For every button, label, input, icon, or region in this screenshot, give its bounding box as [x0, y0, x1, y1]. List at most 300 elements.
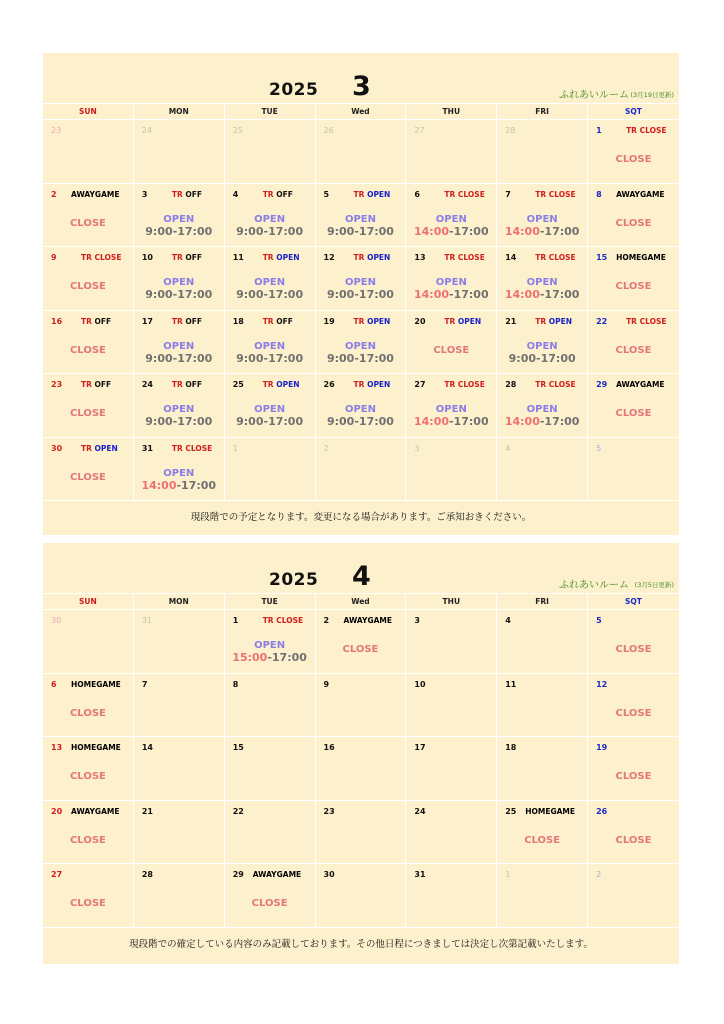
end-time: 17:00	[271, 651, 307, 664]
day-cell	[588, 246, 679, 310]
day-number: 20	[51, 806, 63, 816]
training-label: TR	[626, 126, 637, 135]
opening-hours: 9:00-17:00	[145, 288, 213, 301]
day-number: 27	[414, 380, 426, 389]
weekday-tue: TUE	[225, 593, 316, 609]
end-time: 17:00	[268, 288, 304, 301]
day-number: 11	[232, 253, 244, 262]
close-status: CLOSE	[615, 281, 652, 292]
day-cell	[316, 863, 407, 927]
training-status	[263, 253, 300, 262]
day-number: 1	[505, 870, 511, 879]
away-game-label: AWAYGAME	[71, 189, 120, 199]
training-label: TR	[262, 316, 274, 326]
week-row	[43, 863, 679, 927]
open-status	[134, 214, 224, 238]
day-number: 26	[323, 126, 334, 135]
opening-hours: 9:00-17:00	[326, 415, 394, 428]
training-label: TR	[171, 380, 183, 389]
day-cell	[43, 437, 134, 501]
home-game-label: HOMEGAME	[71, 679, 121, 689]
training-status	[354, 253, 391, 262]
training-close: CLOSE	[276, 616, 304, 625]
close-status: CLOSE	[69, 898, 106, 909]
calendar-header	[43, 53, 679, 103]
calendar-header	[43, 543, 679, 593]
day-number: 24	[414, 806, 426, 816]
day-number: 23	[323, 806, 335, 816]
open-label: OPEN	[435, 277, 467, 288]
day-cell	[134, 863, 225, 927]
day-number: 23	[51, 380, 63, 389]
day-cell	[43, 310, 134, 374]
open-status	[497, 404, 587, 428]
room-name: ふれあいルーム	[559, 580, 629, 591]
day-number: 21	[141, 806, 153, 816]
month-label: 3	[352, 71, 371, 102]
training-open: OPEN	[276, 380, 300, 389]
training-label: TR	[444, 189, 456, 199]
day-cell	[406, 673, 497, 737]
day-number: 1	[232, 616, 239, 625]
open-status	[134, 468, 224, 492]
away-game-label: AWAYGAME	[71, 806, 120, 816]
day-number: 4	[232, 189, 239, 199]
end-time: 17:00	[177, 351, 213, 365]
end-time: 17:00	[544, 288, 580, 301]
training-label: TR	[535, 189, 547, 199]
start-time: 9:00	[145, 224, 173, 238]
training-label: TR	[81, 443, 92, 453]
day-number: 28	[141, 870, 153, 879]
day-cell	[406, 609, 497, 673]
training-label: TR	[262, 616, 274, 625]
day-number: 2	[323, 443, 329, 453]
end-time: 17:00	[358, 288, 394, 301]
day-number: 26	[596, 806, 608, 816]
training-close: CLOSE	[548, 189, 576, 199]
day-cell	[316, 437, 407, 501]
weekday-fri: FRI	[497, 103, 588, 119]
open-label: OPEN	[435, 404, 467, 415]
day-number: 5	[323, 189, 330, 199]
close-status: CLOSE	[433, 344, 470, 356]
weekday-wed: Wed	[316, 593, 407, 609]
day-number: 2	[596, 870, 602, 879]
day-number: 24	[141, 380, 153, 389]
day-cell	[497, 310, 588, 374]
day-cell	[588, 609, 679, 673]
start-time: 9:00	[326, 351, 355, 365]
day-cell	[134, 736, 225, 800]
day-cell	[134, 673, 225, 737]
day-number: 22	[232, 806, 244, 816]
end-time: 17:00	[358, 224, 394, 238]
start-time: 9:00	[236, 351, 264, 365]
day-cell	[43, 800, 134, 864]
opening-hours: 9:00-17:00	[145, 224, 213, 238]
day-cell	[406, 310, 497, 374]
open-status	[134, 277, 224, 301]
open-label: OPEN	[344, 340, 376, 352]
day-number: 21	[505, 316, 517, 326]
weekday-thu: THU	[406, 103, 497, 119]
close-status: CLOSE	[69, 408, 106, 419]
end-time: 17:00	[453, 288, 489, 301]
day-cell	[497, 736, 588, 800]
training-status	[444, 253, 484, 262]
day-number: 25	[232, 126, 243, 135]
day-cell	[316, 609, 407, 673]
training-off: OFF	[276, 189, 293, 199]
day-number: 29	[232, 870, 244, 879]
day-cell	[225, 609, 316, 673]
training-close: CLOSE	[548, 380, 576, 389]
training-label: TR	[535, 380, 547, 389]
week-row	[43, 736, 679, 800]
training-label: TR	[262, 380, 274, 389]
day-number: 31	[141, 616, 153, 625]
end-time: 17:00	[268, 415, 304, 428]
week-row	[43, 119, 679, 183]
day-number: 6	[51, 679, 57, 689]
open-status	[225, 341, 315, 365]
training-open: OPEN	[276, 253, 300, 262]
opening-hours: 9:00-17:00	[326, 224, 394, 238]
open-label: OPEN	[163, 277, 195, 288]
training-label: TR	[171, 253, 183, 262]
open-label: OPEN	[163, 213, 195, 225]
training-close: CLOSE	[457, 189, 485, 199]
home-game-label: HOMEGAME	[616, 253, 666, 262]
opening-hours: 14:00-17:00	[141, 478, 217, 492]
training-status	[354, 317, 391, 326]
day-number: 16	[51, 316, 63, 326]
training-status	[535, 190, 575, 199]
end-time: 17:00	[181, 478, 217, 492]
open-status	[316, 277, 406, 301]
training-label: TR	[262, 253, 274, 262]
opening-hours: 9:00-17:00	[236, 415, 304, 428]
close-status: CLOSE	[615, 217, 652, 229]
start-time: 14:00	[413, 288, 449, 301]
training-label: TR	[444, 380, 456, 389]
day-cell	[406, 863, 497, 927]
day-cell	[316, 310, 407, 374]
day-number: 1	[596, 126, 602, 135]
week-row	[43, 673, 679, 737]
day-cell	[497, 609, 588, 673]
weekday-sun: SUN	[43, 103, 134, 119]
week-row	[43, 246, 679, 310]
start-time: 14:00	[413, 415, 449, 428]
opening-hours: 9:00-17:00	[145, 351, 213, 365]
training-label: TR	[171, 443, 183, 453]
training-status	[626, 126, 666, 135]
day-cell	[497, 673, 588, 737]
day-cell	[225, 736, 316, 800]
training-off: OFF	[94, 380, 112, 389]
month-label: 4	[352, 561, 371, 592]
training-label: TR	[535, 253, 547, 262]
day-number: 30	[51, 443, 63, 453]
close-status: CLOSE	[615, 771, 652, 782]
home-game-label: HOMEGAME	[71, 743, 121, 752]
opening-hours: 14:00-17:00	[413, 415, 489, 428]
open-label: OPEN	[163, 467, 195, 479]
day-number: 3	[141, 189, 148, 199]
open-status	[225, 404, 315, 428]
open-status	[316, 341, 406, 365]
training-status	[535, 317, 572, 326]
training-off: OFF	[185, 253, 202, 262]
day-number: 6	[414, 189, 420, 199]
end-time: 17:00	[358, 415, 394, 428]
day-cell	[497, 119, 588, 183]
training-close: CLOSE	[185, 443, 213, 453]
open-status	[406, 214, 496, 238]
day-number: 30	[323, 870, 335, 879]
training-off: OFF	[185, 189, 202, 199]
day-cell	[43, 246, 134, 310]
day-cell	[43, 119, 134, 183]
day-number: 26	[323, 380, 335, 389]
training-label: TR	[262, 189, 274, 199]
day-cell	[497, 800, 588, 864]
close-status: CLOSE	[69, 217, 106, 229]
close-status: CLOSE	[251, 898, 288, 909]
day-number: 15	[596, 253, 608, 262]
opening-hours: 14:00-17:00	[504, 224, 580, 238]
start-time: 14:00	[413, 224, 449, 238]
day-number: 18	[505, 743, 517, 752]
training-close: CLOSE	[457, 380, 485, 389]
day-number: 9	[51, 253, 57, 262]
day-cell	[406, 183, 497, 247]
day-number: 10	[414, 679, 426, 689]
day-cell	[588, 119, 679, 183]
training-off: OFF	[94, 316, 112, 326]
open-label: OPEN	[254, 640, 286, 651]
day-cell	[316, 246, 407, 310]
training-label: TR	[81, 253, 92, 262]
away-game-label: AWAYGAME	[343, 616, 392, 625]
open-status	[134, 341, 224, 365]
end-time: 17:00	[453, 415, 489, 428]
training-close: CLOSE	[457, 253, 485, 262]
training-status	[81, 380, 111, 389]
open-label: OPEN	[526, 404, 558, 415]
day-number: 15	[232, 743, 244, 752]
open-status	[497, 214, 587, 238]
close-status: CLOSE	[524, 834, 561, 846]
year-label: 2025	[269, 80, 319, 100]
start-time: 9:00	[145, 351, 173, 365]
training-label: TR	[171, 316, 183, 326]
day-number: 16	[323, 743, 335, 752]
start-time: 14:00	[504, 224, 540, 238]
weekday-sun: SUN	[43, 593, 134, 609]
training-status	[172, 444, 212, 453]
day-cell	[225, 183, 316, 247]
training-label: TR	[81, 380, 92, 389]
training-status	[81, 444, 118, 453]
weekday-mon: MON	[134, 103, 225, 119]
day-cell	[134, 246, 225, 310]
opening-hours: 14:00-17:00	[413, 288, 489, 301]
close-status: CLOSE	[342, 644, 379, 655]
day-number: 2	[51, 189, 57, 199]
weekday-fri: FRI	[497, 593, 588, 609]
day-cell	[406, 437, 497, 501]
day-number: 20	[414, 316, 426, 326]
day-cell	[588, 310, 679, 374]
end-time: 17:00	[540, 351, 576, 365]
start-time: 9:00	[236, 415, 264, 428]
opening-hours: 9:00-17:00	[145, 415, 213, 428]
day-number: 4	[505, 443, 511, 453]
open-label: OPEN	[254, 277, 286, 288]
day-number: 9	[323, 679, 330, 689]
training-status	[263, 616, 303, 625]
day-cell	[134, 119, 225, 183]
close-status: CLOSE	[69, 344, 106, 356]
close-status: CLOSE	[615, 644, 652, 655]
day-cell	[134, 609, 225, 673]
day-cell	[225, 246, 316, 310]
day-number: 8	[232, 679, 239, 689]
day-cell	[225, 119, 316, 183]
day-cell	[316, 373, 407, 437]
start-time: 14:00	[504, 288, 540, 301]
open-label: OPEN	[254, 340, 286, 352]
day-number: 24	[141, 126, 153, 135]
day-number: 7	[505, 189, 511, 199]
day-number: 13	[51, 743, 63, 752]
day-number: 2	[323, 616, 330, 625]
day-cell	[134, 437, 225, 501]
day-number: 10	[141, 253, 153, 262]
opening-hours: 15:00-17:00	[232, 651, 307, 664]
training-open: OPEN	[367, 253, 391, 262]
day-number: 31	[141, 443, 153, 453]
home-game-label: HOMEGAME	[525, 806, 576, 816]
opening-hours: 9:00-17:00	[236, 224, 304, 238]
open-label: OPEN	[163, 404, 195, 415]
training-open: OPEN	[548, 316, 573, 326]
day-number: 27	[414, 126, 425, 135]
weekday-mon: MON	[134, 593, 225, 609]
close-status: CLOSE	[615, 834, 652, 846]
day-number: 12	[596, 679, 608, 689]
training-label: TR	[353, 189, 365, 199]
training-status	[626, 317, 666, 326]
close-status: CLOSE	[615, 408, 652, 419]
training-status	[263, 190, 293, 199]
day-number: 17	[414, 743, 426, 752]
day-number: 27	[51, 870, 63, 879]
training-status	[354, 190, 391, 199]
training-label: TR	[535, 316, 547, 326]
day-cell	[497, 183, 588, 247]
calendar-march	[43, 53, 679, 535]
day-number: 5	[596, 443, 602, 453]
open-status	[406, 404, 496, 428]
day-cell	[225, 437, 316, 501]
training-open: OPEN	[457, 316, 482, 326]
end-time: 17:00	[453, 224, 489, 238]
week-row	[43, 373, 679, 437]
day-cell	[316, 673, 407, 737]
day-number: 25	[505, 806, 517, 816]
day-cell	[588, 437, 679, 501]
start-time: 14:00	[141, 478, 177, 492]
calendar-grid	[43, 119, 679, 500]
day-number: 4	[505, 616, 511, 625]
day-cell	[43, 609, 134, 673]
open-status	[316, 404, 406, 428]
day-number: 28	[505, 126, 516, 135]
training-close: CLOSE	[639, 126, 667, 135]
close-status: CLOSE	[69, 771, 106, 782]
away-game-label: AWAYGAME	[252, 870, 302, 879]
open-label: OPEN	[254, 404, 286, 415]
day-number: 19	[323, 316, 335, 326]
opening-hours: 9:00-17:00	[508, 351, 576, 365]
day-cell	[134, 800, 225, 864]
day-cell	[406, 246, 497, 310]
day-cell	[406, 736, 497, 800]
day-cell	[316, 183, 407, 247]
close-status: CLOSE	[69, 471, 106, 483]
start-time: 9:00	[326, 224, 355, 238]
open-status	[225, 214, 315, 238]
calendar-grid	[43, 609, 679, 927]
end-time: 17:00	[358, 351, 394, 365]
day-number: 8	[596, 189, 602, 199]
training-label: TR	[353, 253, 365, 262]
open-label: OPEN	[526, 277, 558, 288]
close-status: CLOSE	[69, 707, 106, 719]
training-open: OPEN	[367, 380, 391, 389]
open-label: OPEN	[344, 277, 376, 288]
training-close: CLOSE	[548, 253, 576, 262]
day-number: 1	[232, 443, 238, 453]
training-status	[172, 253, 202, 262]
day-cell	[225, 800, 316, 864]
training-off: OFF	[185, 316, 202, 326]
training-label: TR	[171, 189, 183, 199]
day-cell	[134, 310, 225, 374]
week-row	[43, 437, 679, 501]
day-number: 28	[505, 380, 517, 389]
day-cell	[497, 246, 588, 310]
day-number: 29	[596, 380, 608, 389]
training-status	[535, 380, 575, 389]
opening-hours: 9:00-17:00	[236, 288, 304, 301]
day-number: 30	[51, 616, 62, 625]
end-time: 17:00	[268, 351, 304, 365]
training-status	[263, 317, 293, 326]
training-status	[81, 317, 111, 326]
day-cell	[225, 863, 316, 927]
weekday-header	[43, 593, 679, 609]
day-cell	[225, 673, 316, 737]
day-cell	[43, 183, 134, 247]
day-number: 14	[141, 743, 153, 752]
day-number: 3	[414, 443, 420, 453]
training-status	[535, 253, 575, 262]
